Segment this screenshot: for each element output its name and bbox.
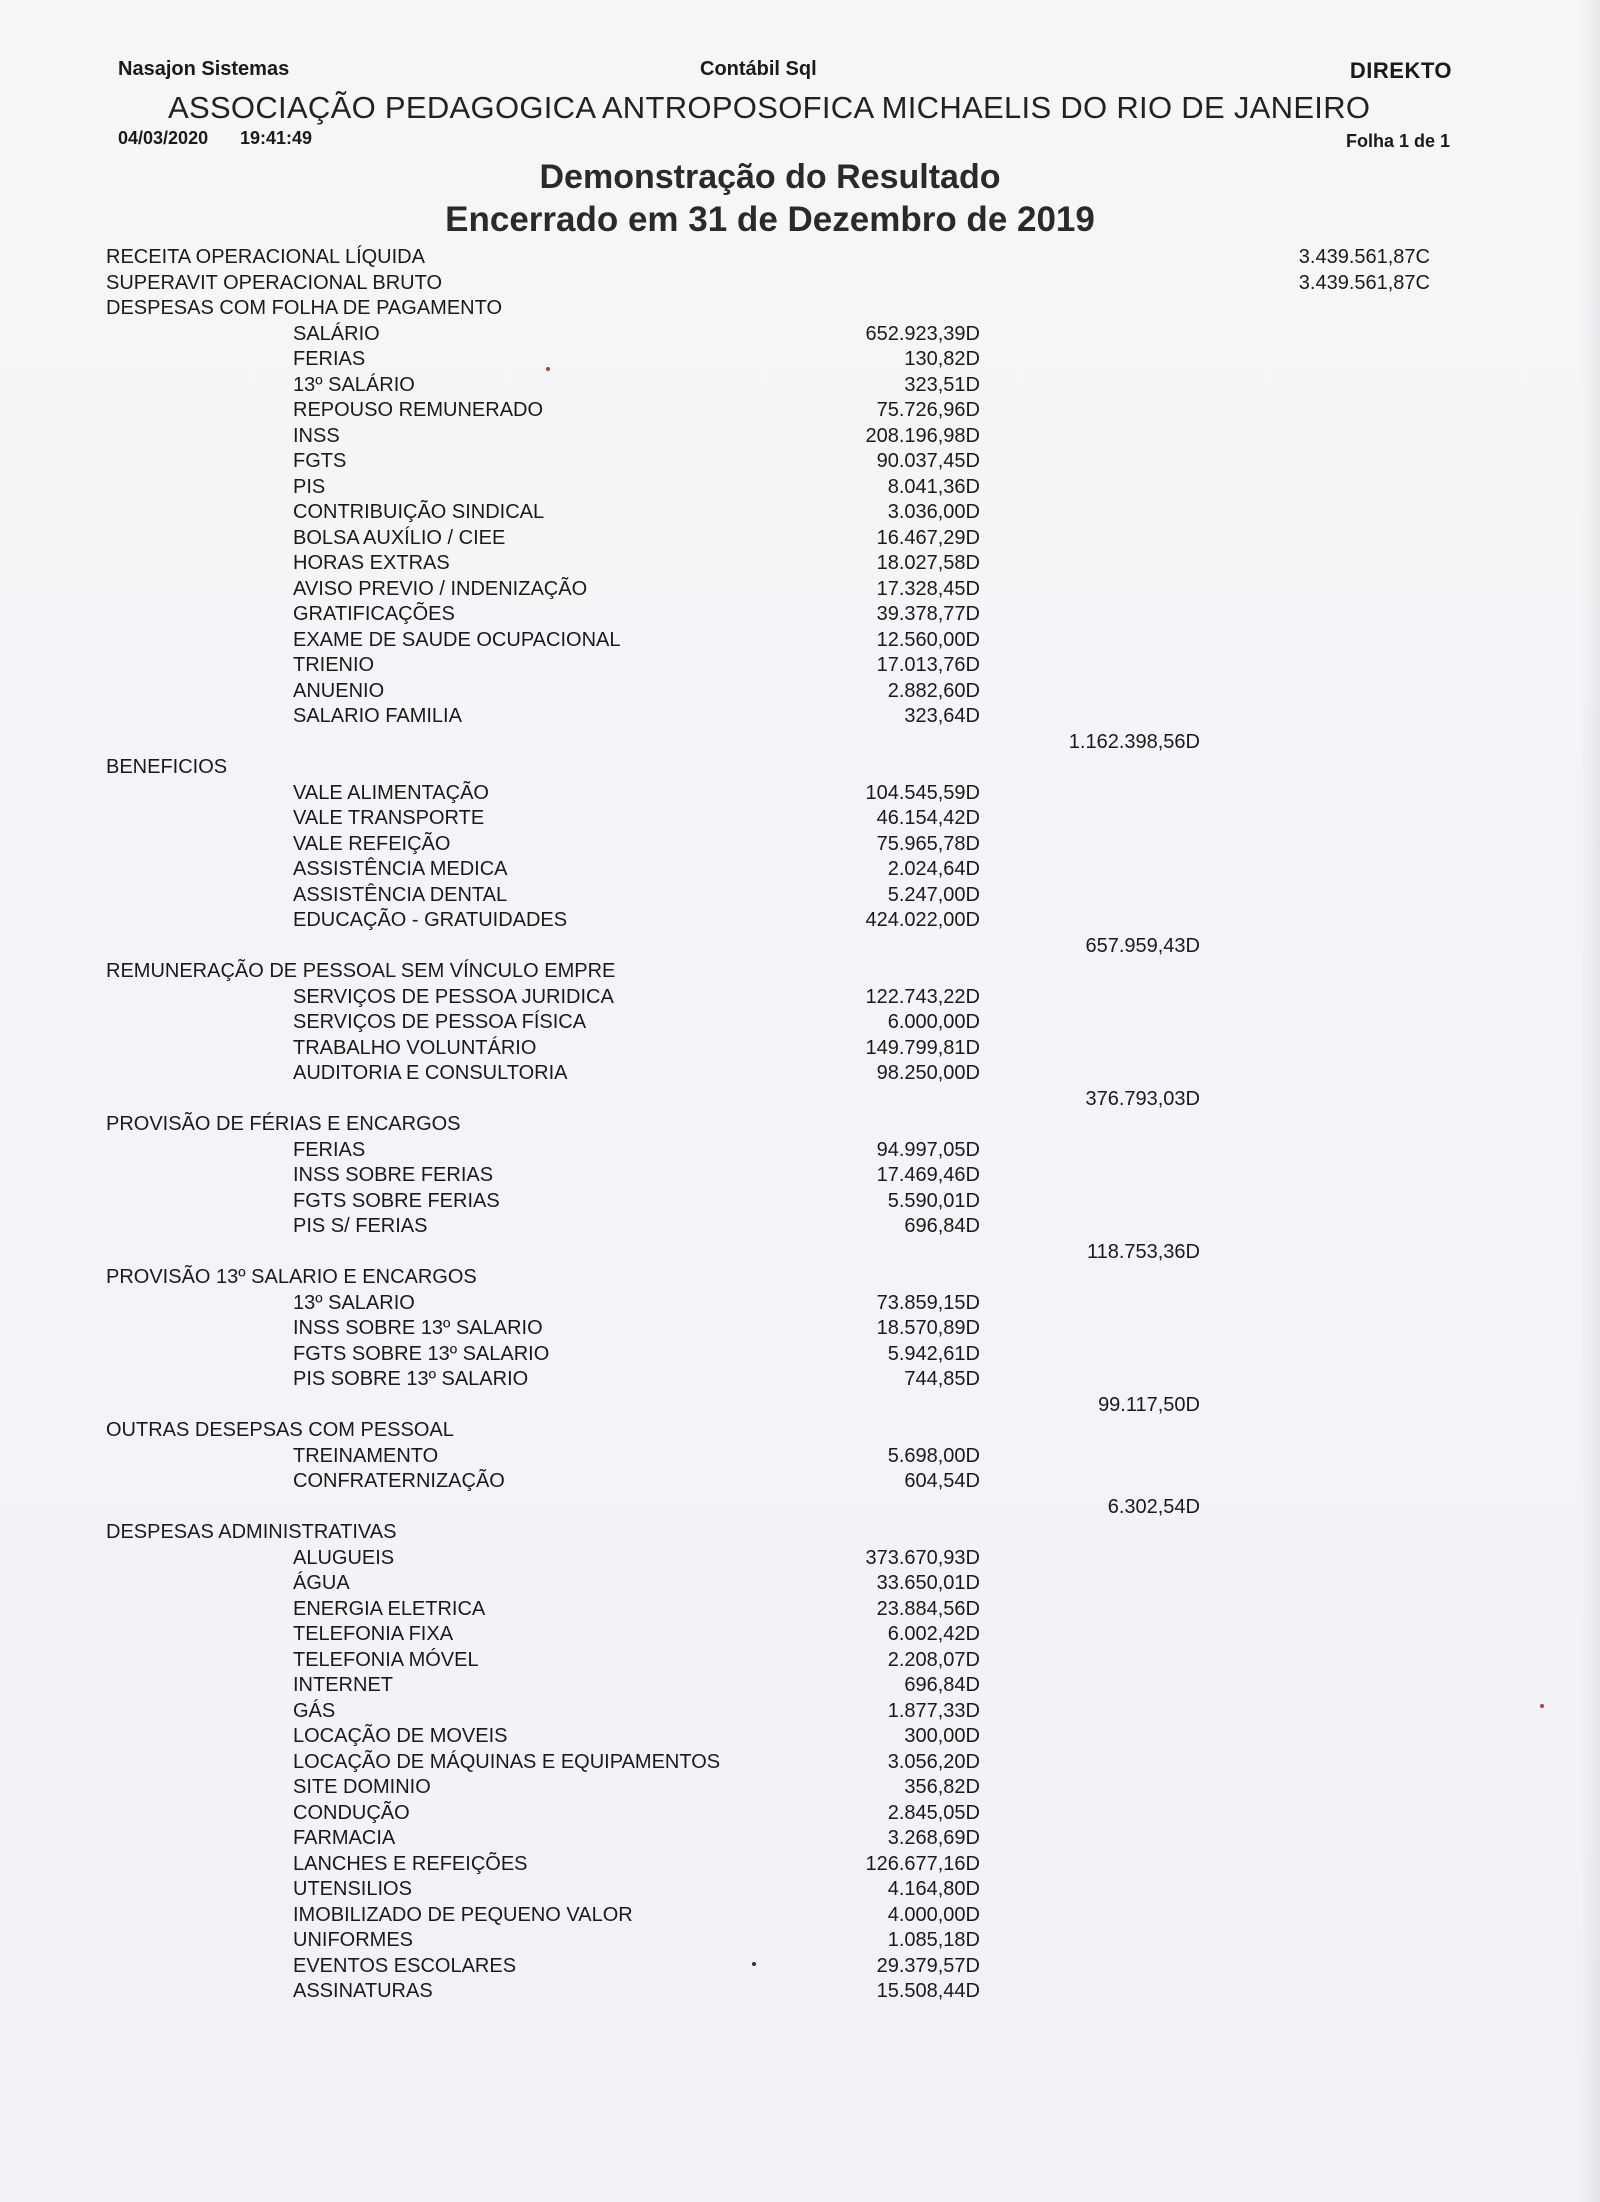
subtotal-row — [0, 1393, 1600, 1419]
row-label: 13º SALÁRIO — [293, 373, 415, 396]
row-label: ASSISTÊNCIA DENTAL — [293, 883, 508, 906]
line-item-row — [0, 373, 1600, 399]
row-label: INSS — [293, 424, 340, 447]
row-value: 744,85D — [904, 1368, 980, 1390]
line-item-row — [0, 526, 1600, 552]
row-value: 5.942,61D — [887, 1342, 980, 1365]
row-label: SALÁRIO — [293, 322, 380, 345]
line-item-row — [0, 857, 1600, 883]
print-date: 04/03/2020 — [118, 128, 209, 148]
row-label: AVISO PREVIO / INDENIZAÇÃO — [293, 577, 588, 600]
row-label: SERVIÇOS DE PESSOA JURIDICA — [293, 985, 614, 1008]
row-value: 424.022,00D — [865, 909, 980, 931]
row-label: EXAME DE SAUDE OCUPACIONAL — [293, 628, 621, 651]
section-header-row — [0, 1265, 1600, 1291]
row-value: 75.726,96D — [876, 399, 980, 421]
row-value: 149.799,81D — [865, 1036, 980, 1059]
print-time: 19:41:49 — [240, 128, 313, 148]
row-label: INSS SOBRE FERIAS — [293, 1164, 494, 1186]
subtotal-row — [0, 934, 1600, 960]
row-value: 5.247,00D — [887, 883, 980, 906]
row-value: 17.013,76D — [876, 654, 980, 676]
line-item-row — [0, 653, 1600, 679]
ink-speck — [546, 367, 550, 371]
line-item-row — [0, 1571, 1600, 1597]
subtotal-row — [0, 1495, 1600, 1521]
line-item-row — [0, 1597, 1600, 1623]
row-value: 18.027,58D — [876, 552, 980, 574]
line-item-row — [0, 551, 1600, 577]
row-label: RECEITA OPERACIONAL LÍQUIDA — [106, 246, 425, 268]
line-item-row — [0, 602, 1600, 628]
section-header-row — [0, 959, 1600, 985]
line-item-row — [0, 1979, 1600, 2005]
subtotal-row — [0, 1087, 1600, 1113]
row-value: 356,82D — [904, 1776, 980, 1798]
row-label: FGTS SOBRE FERIAS — [293, 1189, 500, 1212]
row-value: 4.164,80D — [887, 1878, 980, 1900]
line-item-row — [0, 1469, 1600, 1495]
row-label: DESPESAS COM FOLHA DE PAGAMENTO — [106, 297, 503, 319]
row-value: 2.845,05D — [887, 1801, 980, 1824]
row-label: IMOBILIZADO DE PEQUENO VALOR — [293, 1903, 633, 1926]
row-label: TELEFONIA FIXA — [293, 1623, 454, 1645]
line-item-row — [0, 806, 1600, 832]
row-value: 376.793,03D — [1085, 1087, 1200, 1110]
row-value: 104.545,59D — [865, 781, 980, 804]
section-header-row — [0, 755, 1600, 781]
row-value: 5.590,01D — [887, 1189, 980, 1212]
section-header-row — [0, 1520, 1600, 1546]
row-label: HORAS EXTRAS — [293, 552, 450, 574]
section-header-row — [0, 1418, 1600, 1444]
row-value: 94.997,05D — [876, 1138, 980, 1161]
row-label: FGTS — [293, 450, 347, 472]
report-subtitle: Encerrado em 31 de Dezembro de 2019 — [445, 200, 1095, 239]
row-label: TRABALHO VOLUNTÁRIO — [293, 1036, 537, 1059]
row-label: TREINAMENTO — [293, 1444, 439, 1467]
row-value: 6.000,00D — [887, 1011, 980, 1033]
row-value: 98.250,00D — [876, 1062, 980, 1084]
section-header-row — [0, 296, 1600, 322]
row-label: LOCAÇÃO DE MÁQUINAS E EQUIPAMENTOS — [293, 1750, 721, 1773]
row-value: 3.056,20D — [887, 1750, 980, 1773]
row-label: FARMACIA — [293, 1827, 396, 1849]
row-label: LANCHES E REFEIÇÕES — [293, 1852, 528, 1875]
row-label: ALUGUEIS — [293, 1546, 395, 1569]
line-item-row — [0, 679, 1600, 705]
line-item-row — [0, 1036, 1600, 1062]
total-row — [0, 271, 1600, 297]
page-number: Folha 1 de 1 — [1345, 131, 1450, 151]
row-value: 300,00D — [904, 1725, 980, 1747]
row-label: GÁS — [293, 1699, 336, 1722]
row-value: 90.037,45D — [876, 450, 980, 472]
subtotal-row — [0, 730, 1600, 756]
row-value: 2.208,07D — [887, 1648, 980, 1671]
row-label: 13º SALARIO — [293, 1291, 415, 1314]
row-label: ÁGUA — [293, 1572, 350, 1594]
row-label: FERIAS — [293, 1138, 366, 1161]
line-item-row — [0, 1826, 1600, 1852]
line-item-row — [0, 1061, 1600, 1087]
ink-speck — [1540, 1704, 1544, 1708]
row-label: SUPERAVIT OPERACIONAL BRUTO — [106, 271, 443, 294]
row-value: 4.000,00D — [887, 1903, 980, 1926]
row-value: 652.923,39D — [865, 322, 980, 345]
row-value: 696,84D — [904, 1674, 980, 1696]
line-item-row — [0, 1367, 1600, 1393]
row-label: PIS S/ FERIAS — [293, 1215, 428, 1237]
row-value: 12.560,00D — [876, 628, 980, 651]
row-value: 75.965,78D — [876, 832, 980, 855]
statement-rows — [0, 245, 1600, 2005]
line-item-row — [0, 1673, 1600, 1699]
row-value: 696,84D — [904, 1215, 980, 1237]
row-value: 373.670,93D — [865, 1546, 980, 1569]
row-label: PROVISÃO 13º SALARIO E ENCARGOS — [106, 1266, 477, 1288]
line-item-row — [0, 1648, 1600, 1674]
row-label: PIS SOBRE 13º SALARIO — [293, 1368, 529, 1390]
line-item-row — [0, 1214, 1600, 1240]
organization-name: ASSOCIAÇÃO PEDAGOGICA ANTROPOSOFICA MICHAELIS DO RIO DE JANEIRO — [168, 90, 1371, 125]
line-item-row — [0, 1699, 1600, 1725]
row-label: BENEFICIOS — [106, 756, 228, 778]
row-label: REPOUSO REMUNERADO — [293, 399, 544, 421]
line-item-row — [0, 449, 1600, 475]
line-item-row — [0, 577, 1600, 603]
row-value: 17.469,46D — [876, 1164, 980, 1186]
row-value: 29.379,57D — [876, 1954, 980, 1977]
row-value: 1.162.398,56D — [1068, 730, 1200, 753]
row-label: VALE REFEIÇÃO — [293, 832, 451, 855]
row-label: INSS SOBRE 13º SALARIO — [293, 1317, 543, 1339]
line-item-row — [0, 1724, 1600, 1750]
line-item-row — [0, 1189, 1600, 1215]
row-label: OUTRAS DESEPSAS COM PESSOAL — [106, 1419, 454, 1441]
row-value: 3.036,00D — [887, 501, 980, 523]
row-value: 323,51D — [904, 373, 980, 396]
row-label: DESPESAS ADMINISTRATIVAS — [106, 1521, 397, 1543]
row-label: TELEFONIA MÓVEL — [293, 1648, 479, 1671]
row-value: 6.002,42D — [887, 1623, 980, 1645]
line-item-row — [0, 1316, 1600, 1342]
total-row — [0, 245, 1600, 271]
row-value: 23.884,56D — [876, 1597, 980, 1620]
line-item-row — [0, 883, 1600, 909]
line-item-row — [0, 1291, 1600, 1317]
row-label: PROVISÃO DE FÉRIAS E ENCARGOS — [106, 1113, 461, 1135]
row-value: 16.467,29D — [876, 526, 980, 549]
row-label: VALE ALIMENTAÇÃO — [293, 781, 489, 804]
line-item-row — [0, 1342, 1600, 1368]
row-value: 1.877,33D — [887, 1699, 980, 1722]
line-item-row — [0, 704, 1600, 730]
row-label: INTERNET — [293, 1674, 393, 1696]
line-item-row — [0, 398, 1600, 424]
line-item-row — [0, 1546, 1600, 1572]
row-label: ANUENIO — [293, 679, 385, 702]
line-item-row — [0, 1775, 1600, 1801]
row-label: REMUNERAÇÃO DE PESSOAL SEM VÍNCULO EMPRE — [106, 960, 616, 982]
row-value: 208.196,98D — [865, 424, 980, 447]
row-value: 126.677,16D — [865, 1852, 980, 1875]
line-item-row — [0, 985, 1600, 1011]
row-value: 5.698,00D — [887, 1444, 980, 1467]
line-item-row — [0, 628, 1600, 654]
line-item-row — [0, 832, 1600, 858]
row-label: ASSISTÊNCIA MEDICA — [293, 858, 508, 880]
ink-speck — [752, 1962, 756, 1966]
line-item-row — [0, 424, 1600, 450]
row-value: 2.882,60D — [887, 679, 980, 702]
row-label: CONFRATERNIZAÇÃO — [293, 1470, 505, 1492]
row-value: 118.753,36D — [1086, 1240, 1200, 1263]
line-item-row — [0, 500, 1600, 526]
row-label: VALE TRANSPORTE — [293, 807, 485, 829]
row-label: ASSINATURAS — [293, 1980, 433, 2002]
row-value: 6.302,54D — [1107, 1495, 1200, 1518]
row-label: SERVIÇOS DE PESSOA FÍSICA — [293, 1011, 587, 1033]
row-label: UTENSILIOS — [293, 1878, 412, 1900]
line-item-row — [0, 322, 1600, 348]
system-name: Nasajon Sistemas — [118, 58, 290, 80]
row-label: CONDUÇÃO — [293, 1801, 410, 1824]
line-item-row — [0, 1444, 1600, 1470]
row-value: 604,54D — [904, 1470, 980, 1492]
row-value: 99.117,50D — [1098, 1393, 1200, 1416]
row-label: CONTRIBUIÇÃO SINDICAL — [293, 501, 545, 523]
line-item-row — [0, 475, 1600, 501]
row-value: 1.085,18D — [887, 1929, 980, 1951]
row-label: ENERGIA ELETRICA — [293, 1597, 486, 1620]
row-value: 15.508,44D — [876, 1980, 980, 2002]
line-item-row — [0, 1622, 1600, 1648]
row-value: 3.439.561,87C — [1298, 271, 1430, 294]
row-value: 323,64D — [904, 705, 980, 727]
row-value: 130,82D — [904, 348, 980, 370]
row-value: 8.041,36D — [887, 475, 980, 498]
line-item-row — [0, 1852, 1600, 1878]
subtotal-row — [0, 1240, 1600, 1266]
row-label: SITE DOMINIO — [293, 1776, 431, 1798]
line-item-row — [0, 1801, 1600, 1827]
line-item-row — [0, 1750, 1600, 1776]
line-item-row — [0, 1163, 1600, 1189]
row-label: FGTS SOBRE 13º SALARIO — [293, 1342, 550, 1365]
line-item-row — [0, 1954, 1600, 1980]
line-item-row — [0, 1903, 1600, 1929]
row-value: 46.154,42D — [876, 807, 980, 829]
row-label: GRATIFICAÇÕES — [293, 603, 455, 625]
brand-name: DIREKTO — [1349, 58, 1452, 83]
line-item-row — [0, 1138, 1600, 1164]
row-value: 18.570,89D — [876, 1317, 980, 1339]
line-item-row — [0, 1877, 1600, 1903]
row-value: 33.650,01D — [876, 1572, 980, 1594]
report-title: Demonstração do Resultado — [539, 158, 1001, 196]
line-item-row — [0, 908, 1600, 934]
row-value: 122.743,22D — [865, 985, 980, 1008]
row-label: EVENTOS ESCOLARES — [293, 1954, 517, 1977]
line-item-row — [0, 347, 1600, 373]
row-value: 657.959,43D — [1085, 934, 1200, 957]
line-item-row — [0, 1010, 1600, 1036]
row-value: 2.024,64D — [887, 858, 980, 880]
row-label: BOLSA AUXÍLIO / CIEE — [293, 526, 506, 549]
row-value: 39.378,77D — [876, 603, 980, 625]
section-header-row — [0, 1112, 1600, 1138]
row-label: LOCAÇÃO DE MOVEIS — [293, 1725, 508, 1747]
row-value: 3.268,69D — [887, 1827, 980, 1849]
row-value: 17.328,45D — [876, 577, 980, 600]
row-label: AUDITORIA E CONSULTORIA — [293, 1062, 568, 1084]
row-value: 3.439.561,87C — [1298, 246, 1430, 268]
row-value: 73.859,15D — [876, 1291, 980, 1314]
module-name: Contábil Sql — [700, 58, 817, 80]
row-label: UNIFORMES — [293, 1929, 413, 1951]
row-label: PIS — [293, 475, 326, 498]
row-label: FERIAS — [293, 348, 366, 370]
row-label: SALARIO FAMILIA — [293, 705, 462, 727]
row-label: EDUCAÇÃO - GRATUIDADES — [293, 909, 568, 931]
row-label: TRIENIO — [293, 654, 375, 676]
line-item-row — [0, 1928, 1600, 1954]
line-item-row — [0, 781, 1600, 807]
